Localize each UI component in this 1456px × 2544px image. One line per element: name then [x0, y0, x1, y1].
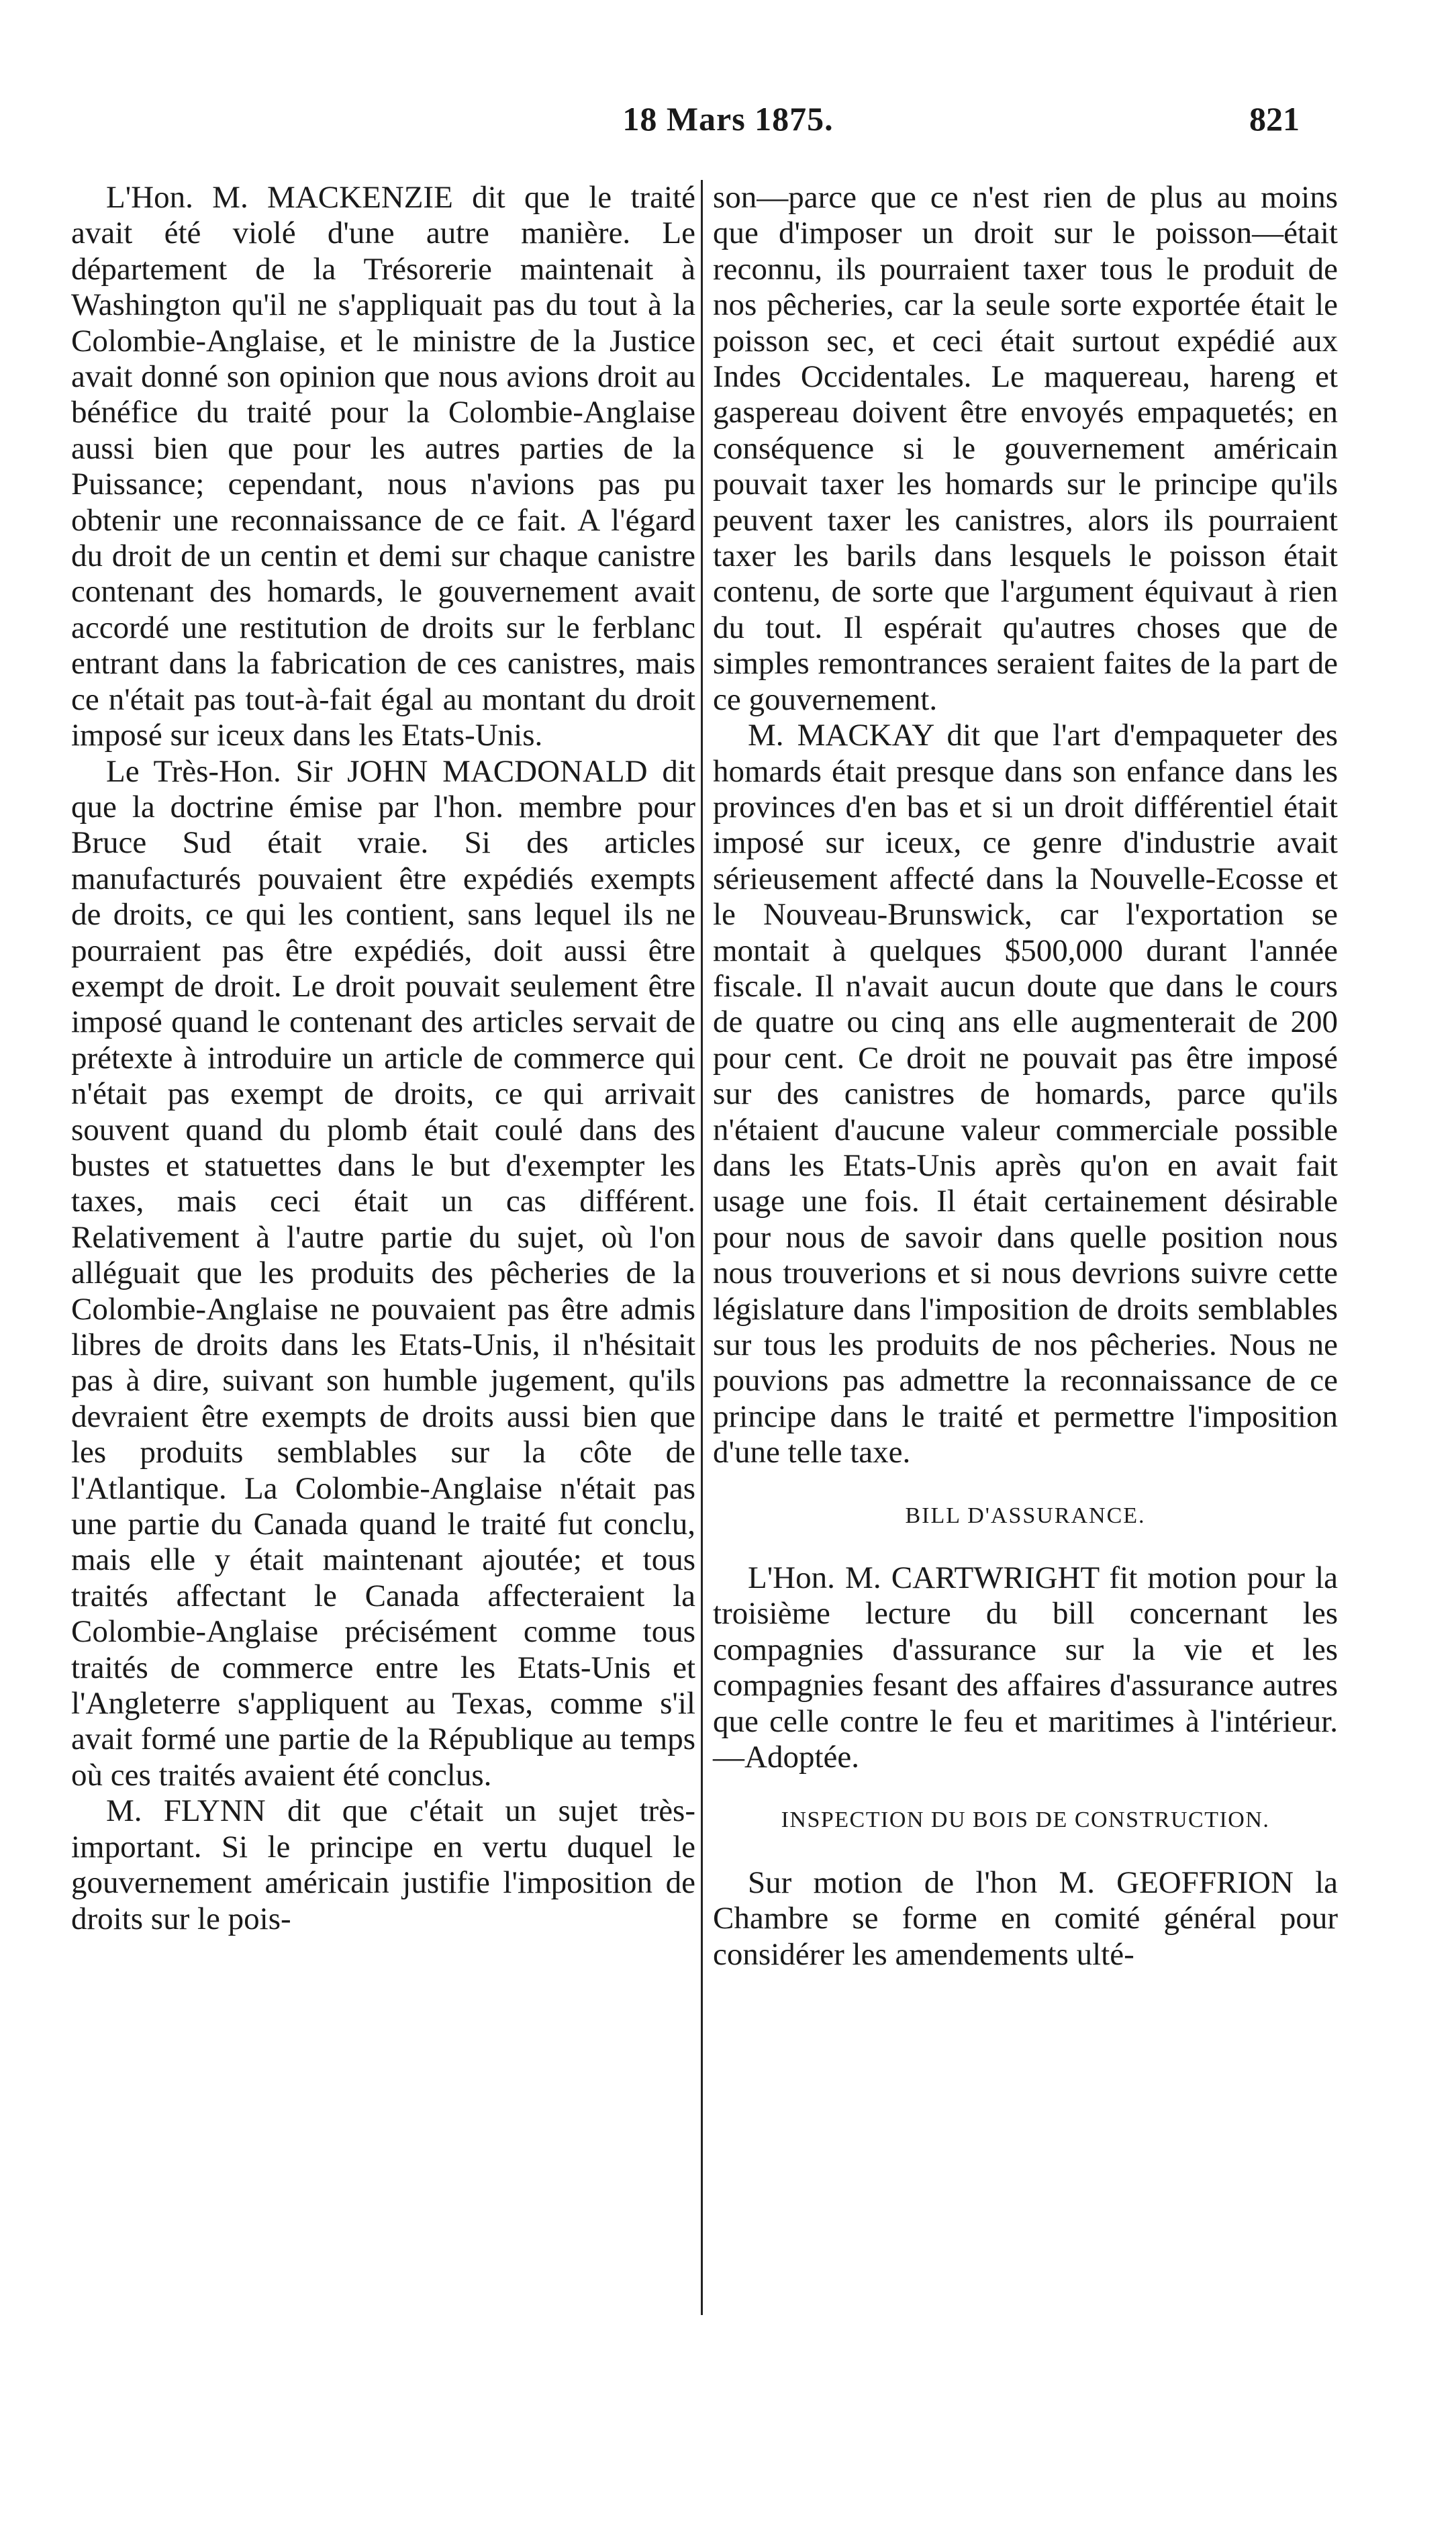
paragraph-mackenzie: L'Hon. M. MACKENZIE dit que le traité avait été violé d'une autre manière. Le département de la Trésorerie maintenait à Washington qu'il ne s'appliquait pas du tout à la Colombie-Anglaise, et le ministre de la Justice avait donné son opinion que nous avions droit au bénéfice du traité pour la Colombie-Anglaise aussi bien que pour les autres parties de la Puissance; cependant, nous n'avions pas pu obtenir une reconnaissance de ce fait. A l'égard du droit de un centin et demi sur chaque canistre contenant des homards, le gouvernement avait accordé une restitution de droits sur le ferblanc entrant dans la fabrication de ces canistres, mais ce n'était pas tout-à-fait égal au montant du droit imposé sur iceux dans les Etats-Unis. [71, 180, 695, 753]
paragraph-cartwright: L'Hon. M. CARTWRIGHT fit motion pour la troisième lecture du bill concernant les compagnies d'assurance sur la vie et les compagnies fesant des affaires d'assurance autres que celle contre le feu et maritimes à l'intérieur.—Adoptée. [713, 1560, 1338, 1775]
column-divider [701, 180, 703, 2315]
paragraph-geoffrion: Sur motion de l'hon M. GEOFFRION la Chambre se forme en comité général pour considérer les amendements ulté- [713, 1865, 1338, 1972]
right-column [713, 180, 1338, 1973]
paragraph-flynn-continued: son—parce que ce n'est rien de plus au moins que d'imposer un droit sur le poisson—était reconnu, ils pourraient taxer tous le produit de nos pêcheries, car la seule sorte exportée était le poisson sec, et ceci était surtout expédié aux Indes Occidentales. Le maquereau, hareng et gaspereau doivent être envoyés empaquetés; en conséquence si le gouvernement américain pouvait taxer les homards sur le principe qu'ils peuvent taxer les canistres, alors ils pourraient taxer les barils dans lesquels le poisson était contenu, de sorte que l'argument équivaut à rien du tout. Il espérait qu'autres choses que de simples remontrances seraient faites de la part de ce gouvernement. [713, 180, 1338, 717]
paragraph-macdonald: Le Très-Hon. Sir JOHN MACDONALD dit que la doctrine émise par l'hon. membre pour Bruce Sud était vraie. Si des articles manufacturés pouvaient être expédiés exempts de droits, ce qui les contient, sans lequel ils ne pourraient pas être expédiés, doit aussi être exempt de droit. Le droit pouvait seulement être imposé quand le contenant des articles servait de prétexte à introduire un article de commerce qui n'était pas exempt de droits, ce qui arrivait souvent quand du plomb était coulé dans des bustes et statuettes dans le but d'exempter les taxes, mais ceci était un cas différent. Relativement à l'autre partie du sujet, où l'on alléguait que les produits des pêcheries de la Colombie-Anglaise ne pouvaient pas être admis libres de droits dans les Etats-Unis, il n'hésitait pas à dire, suivant son humble jugement, qu'ils devraient être exempts de droits aussi bien que les produits semblables sur la côte de l'Atlantique. La Colombie-Anglaise n'était pas une partie du Canada quand le traité fut conclu, mais elle y était maintenant ajoutée; et tous traités affectant le Canada affecteraient la Colombie-Anglaise précisément comme tous traités de commerce entre les Etats-Unis et l'Angleterre s'appliquent au Texas, comme s'il avait formé une partie de la République au temps où ces traités avaient été conclus. [71, 753, 695, 1793]
section-heading-bill-assurance: BILL D'ASSURANCE. [905, 1503, 1146, 1528]
page-number: 821 [1249, 100, 1300, 138]
page-header [0, 99, 1456, 153]
paragraph-mackay: M. MACKAY dit que l'art d'empaqueter des homards était presque dans son enfance dans les provinces d'en bas et si un droit différentiel était imposé sur iceux, ce genre d'industrie avait sérieusement affecté dans la Nouvelle-Ecosse et le Nouveau-Brunswick, car l'exportation se montait à quelques $500,000 durant l'année fiscale. Il n'avait aucun doute que dans le cours de quatre ou cinq ans elle augmenterait de 200 pour cent. Ce droit ne pouvait pas être imposé sur des canistres de homards, parce qu'ils n'étaient d'aucune valeur commerciale possible dans les Etats-Unis après qu'on en avait fait usage une fois. Il était certainement désirable pour nous de savoir dans quelle position nous nous trouverions et si nous devrions suivre cette législature dans l'imposition de droits semblables sur tous les produits de nos pêcheries. Nous ne pouvions pas admettre la reconnaissance de ce principe dans le traité et permettre l'imposition d'une telle taxe. [713, 718, 1338, 1470]
section-heading-inspection: INSPECTION DU BOIS DE CONSTRUCTION. [781, 1807, 1270, 1833]
page-date: 18 Mars 1875. [622, 100, 834, 138]
left-column [71, 180, 695, 1937]
paragraph-flynn: M. FLYNN dit que c'était un sujet très-important. Si le principe en vertu duquel le gouvernement américain justifie l'imposition de droits sur le pois- [71, 1793, 695, 1936]
